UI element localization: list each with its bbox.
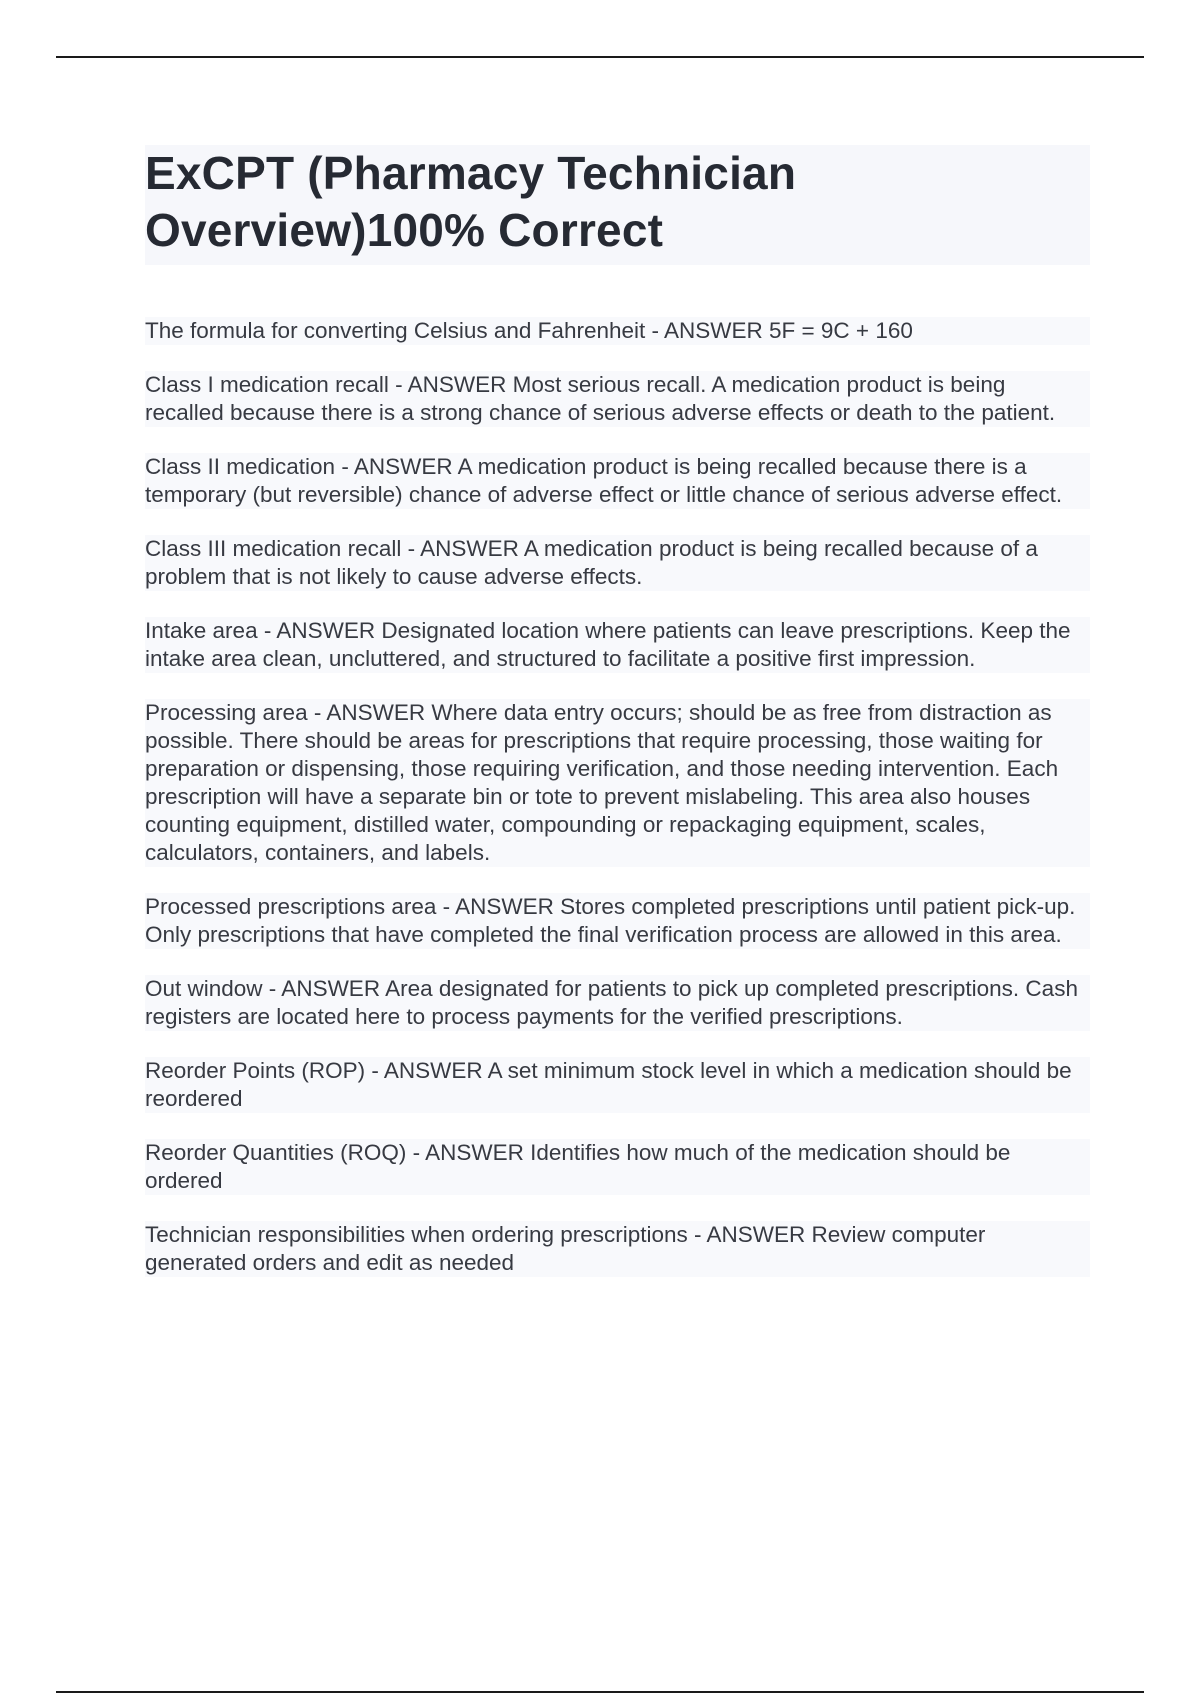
qa-item-processed-prescriptions-area: Processed prescriptions area - ANSWER Stores completed prescriptions until patient pick-up. Only prescriptions that have completed the final verification process are allowed in this area. (145, 893, 1090, 949)
qa-item-class-ii-medication: Class II medication - ANSWER A medication product is being recalled because there is a temporary (but reversible) chance of adverse effect or little chance of serious adverse effect. (145, 453, 1090, 509)
qa-item-intake-area: Intake area - ANSWER Designated location where patients can leave prescriptions. Keep the intake area clean, uncluttered, and structured to facilitate a positive first impression. (145, 617, 1090, 673)
qa-item-processing-area: Processing area - ANSWER Where data entry occurs; should be as free from distraction as possible. There should be areas for prescriptions that require processing, those waiting for preparation or dispensing, those requiring verification, and those needing intervention. Each prescription will have a separate bin or tote to prevent mislabeling. This area also houses counting equipment, distilled water, compounding or repackaging equipment, scales, calculators, containers, and labels. (145, 699, 1090, 867)
qa-item-reorder-points: Reorder Points (ROP) - ANSWER A set minimum stock level in which a medication should be reordered (145, 1057, 1090, 1113)
qa-item-technician-responsibilities: Technician responsibilities when ordering prescriptions - ANSWER Review computer generated orders and edit as needed (145, 1221, 1090, 1277)
document-body (145, 145, 1090, 1303)
qa-item-celsius-fahrenheit: The formula for converting Celsius and Fahrenheit - ANSWER 5F = 9C + 160 (145, 317, 1090, 345)
bottom-divider (56, 1691, 1144, 1693)
top-divider (56, 56, 1144, 58)
title-block (145, 145, 1090, 265)
qa-item-class-i-recall: Class I medication recall - ANSWER Most serious recall. A medication product is being recalled because there is a strong chance of serious adverse effects or death to the patient. (145, 371, 1090, 427)
qa-item-out-window: Out window - ANSWER Area designated for patients to pick up completed prescriptions. Cash registers are located here to process payments for the verified prescriptions. (145, 975, 1090, 1031)
qa-list (145, 317, 1090, 1277)
qa-item-class-iii-recall: Class III medication recall - ANSWER A medication product is being recalled because of a problem that is not likely to cause adverse effects. (145, 535, 1090, 591)
document-title: ExCPT (Pharmacy Technician Overview)100% Correct (145, 147, 797, 256)
qa-item-reorder-quantities: Reorder Quantities (ROQ) - ANSWER Identifies how much of the medication should be ordered (145, 1139, 1090, 1195)
